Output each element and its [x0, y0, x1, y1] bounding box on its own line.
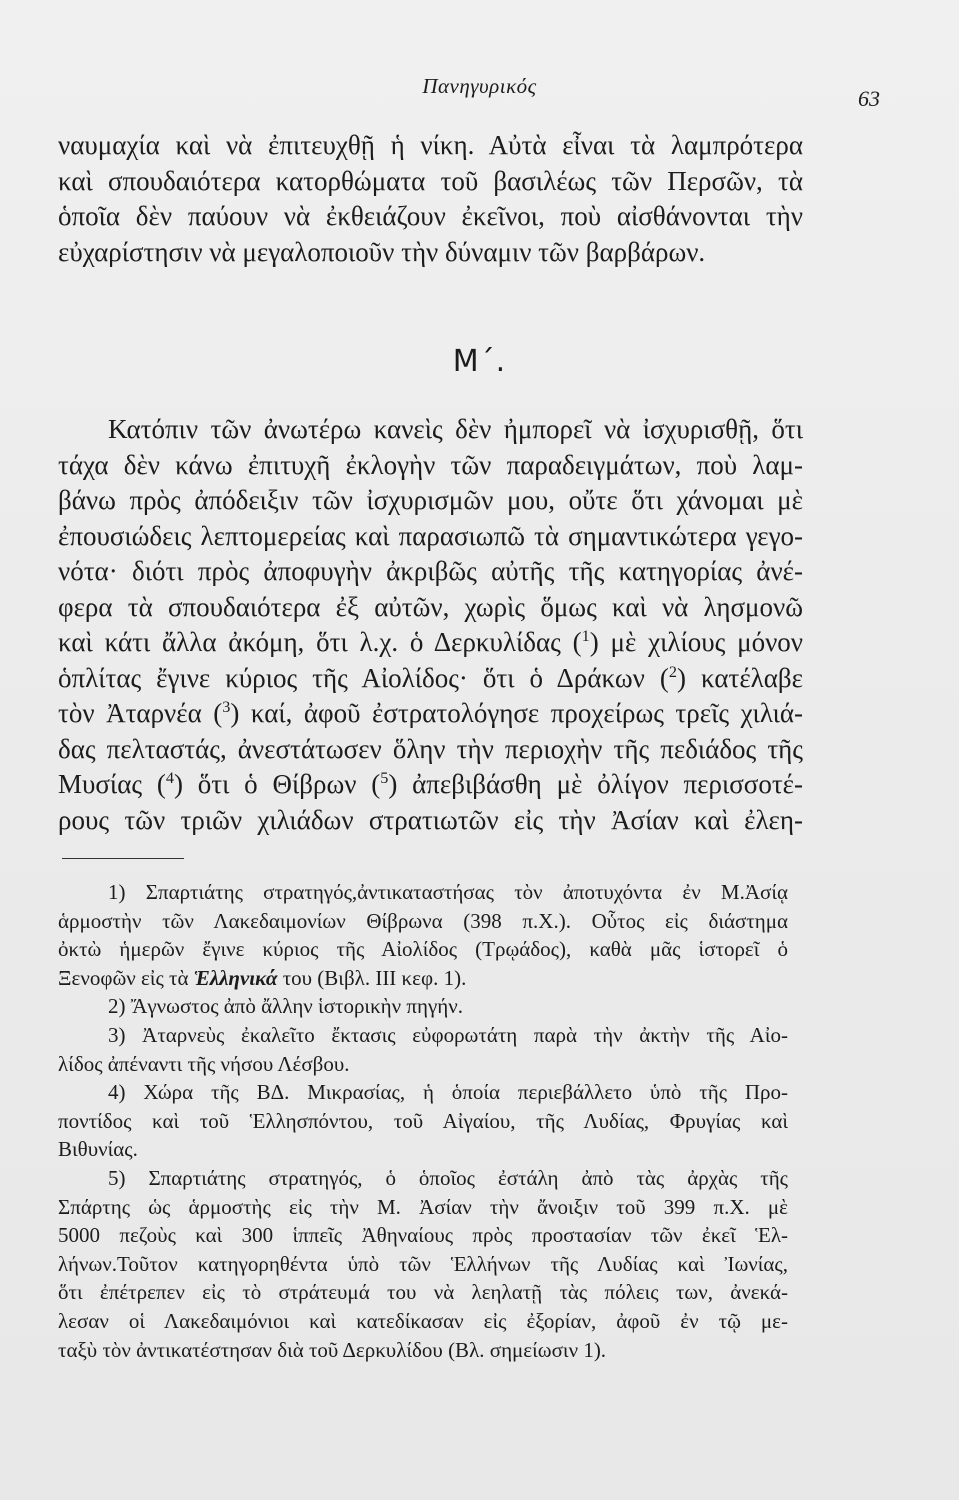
text-segment: Μυσίας ( — [58, 769, 166, 799]
text-segment: Σπαρτιάτης στρατηγός, ὁ ὁποῖος ἐστάλη ἀπὸ τὰς ἀρχὰς τῆς — [148, 1165, 788, 1190]
text-line — [58, 696, 803, 732]
text-line: 5000 πεζοὺς καὶ 300 ἱππεῖς Ἀθηναίους πρὸς προστασίαν τῶν ἐκεῖ Ἑλ- — [58, 1223, 788, 1248]
text-segment: ) καί, ἀφοῦ ἐστρατολόγησε προχείρως τρεῖς χιλιά- — [230, 698, 803, 728]
text-segment: ) ἀπεβιβάσθη μὲ ὀλίγον περισσοτέ- — [388, 769, 803, 799]
text-segment: ) ὅτι ὁ Θίβρων ( — [173, 769, 381, 799]
text-line: ναυμαχία καὶ νὰ ἐπιτευχθῇ ἡ νίκη. Αὐτὰ εἶναι τὰ λαμπρότερα — [58, 130, 803, 160]
text-line: λίδος ἀπέναντι τῆς νήσου Λέσβου. — [58, 1051, 350, 1076]
text-segment: καὶ κάτι ἄλλα ἀκόμη, ὅτι λ.χ. ὁ Δερκυλίδας ( — [58, 627, 582, 657]
footnote-number: 5) — [108, 1165, 126, 1190]
footnote-3 — [58, 1021, 788, 1078]
paragraph-continuation — [58, 128, 803, 270]
text-line: ἐπουσιώδεις λεπτομερείας καὶ παρασιωπῶ τὰ σημαντικώτερα γεγο- — [58, 520, 803, 551]
footnote-ref-1: 1 — [581, 627, 590, 645]
footnote-ref-5: 5 — [380, 769, 389, 787]
footnote-5 — [58, 1164, 788, 1364]
book-title: Ἑλληνικά — [193, 965, 278, 990]
footnotes — [58, 878, 788, 1364]
text-line: νότα· διότι πρὸς ἀποφυγὴν ἀκριβῶς αὐτῆς τῆς κατηγορίας ἀνέ- — [58, 556, 803, 586]
text-line — [58, 1021, 788, 1050]
footnote-rule — [62, 858, 184, 859]
section-heading: Μ΄. — [452, 344, 507, 379]
text-line: εὐχαρίστησιν νὰ μεγαλοποιοῦν τὴν δύναμιν τῶν βαρβάρων. — [58, 236, 706, 267]
page-number: 63 — [858, 86, 880, 111]
paragraph-main — [58, 412, 803, 838]
text-line: ποντίδος καὶ τοῦ Ἑλλησπόντου, τοῦ Αἰγαίου, τῆς Λυδίας, Φρυγίας καὶ — [58, 1108, 788, 1133]
text-segment: Ἄγνωστος ἀπὸ ἄλλην ἱστορικὴν πηγήν. — [130, 994, 463, 1019]
footnote-4 — [58, 1078, 788, 1164]
text-line — [58, 992, 788, 1021]
text-segment: Χώρα τῆς ΒΔ. Μικρασίας, ἡ ὁποία περιεβάλλετο ὑπὸ τῆς Προ- — [143, 1080, 789, 1105]
footnote-1 — [58, 878, 788, 992]
text-line: ὁποῖα δὲν παύουν νὰ ἐκθειάζουν ἐκεῖνοι, ποὺ αἰσθάνονται τὴν — [58, 201, 803, 231]
footnote-number: 1) — [108, 880, 126, 904]
text-segment: του (Βιβλ. ΙΙΙ κεφ. 1). — [277, 965, 467, 990]
text-line — [58, 964, 788, 993]
text-segment: ) μὲ χιλίους μόνον — [589, 627, 803, 657]
footnote-number: 2) — [108, 994, 126, 1019]
footnote-ref-4: 4 — [165, 769, 174, 787]
text-line: καὶ σπουδαιότερα κατορθώματα τοῦ βασιλέως τῶν Περσῶν, τὰ — [58, 165, 803, 196]
text-line: ταξὺ τὸν ἀντικατέστησαν διὰ τοῦ Δερκυλίδου (Βλ. σημείωσιν 1). — [58, 1337, 607, 1362]
text-line: ἁρμοστὴν τῶν Λακεδαιμονίων Θίβρωνα (398 π.Χ.). Οὗτος εἰς διάστημα — [58, 908, 788, 933]
footnote-number: 4) — [108, 1080, 126, 1105]
running-title: Πανηγυρικός — [422, 74, 537, 98]
text-line — [58, 625, 803, 661]
footnote-ref-3: 3 — [222, 698, 231, 716]
text-line: λήνων.Τοῦτον κατηγορηθέντα ὑπὸ τῶν Ἑλλήνων τῆς Λυδίας καὶ Ἰωνίας, — [58, 1251, 788, 1276]
footnote-number: 3) — [108, 1022, 126, 1047]
text-line: ὀκτὼ ἡμερῶν ἔγινε κύριος τῆς Αἰολίδος (Τρῳάδος), καθὰ μᾶς ἱστορεῖ ὁ — [58, 937, 788, 962]
text-line — [58, 767, 803, 803]
text-segment: Σπαρτιάτης στρατηγός,ἀντικαταστήσας τὸν ἀποτυχόντα ἐν Μ.Ἀσίᾳ — [145, 880, 788, 904]
text-line — [58, 878, 788, 907]
text-line: βάνω πρὸς ἀπόδειξιν τῶν ἰσχυρισμῶν μου, οὔτε ὅτι χάνομαι μὲ — [58, 485, 803, 515]
text-line — [58, 661, 803, 697]
text-segment: Ξενοφῶν εἰς τὰ — [58, 965, 194, 990]
text-line: ὅτι ἐπέτρεπεν εἰς τὸ στράτευμά του νὰ λεηλατῇ τὰς πόλεις των, ἀνεκά- — [58, 1280, 788, 1305]
text-line — [58, 1078, 788, 1107]
text-line: ρους τῶν τριῶν χιλιάδων στρατιωτῶν εἰς τὴν Ἀσίαν καὶ ἐλεη- — [58, 804, 803, 835]
text-segment: ὁπλίτας ἔγινε κύριος τῆς Αἰολίδος· ὅτι ὁ Δράκων ( — [58, 662, 669, 693]
text-line: λεσαν οἱ Λακεδαιμόνιοι καὶ κατεδίκασαν εἰς ἐξορίαν, ἀφοῦ ἐν τῷ με- — [58, 1308, 788, 1333]
text-segment: τὸν Ἀταρνέα ( — [58, 698, 223, 728]
text-line: φερα τὰ σπουδαιότερα ἐξ αὐτῶν, χωρὶς ὅμως καὶ νὰ λησμονῶ — [58, 591, 803, 622]
footnote-2 — [58, 992, 788, 1021]
text-line: δας πελταστάς, ἀνεστάτωσεν ὅλην τὴν περιοχὴν τῆς πεδιάδος τῆς — [58, 733, 803, 764]
text-line: τάχα δὲν κάνω ἐπιτυχῆ ἐκλογὴν τῶν παραδειγμάτων, ποὺ λαμ- — [58, 449, 803, 480]
text-segment: ) κατέλαβε — [676, 662, 803, 693]
footnote-ref-2: 2 — [668, 662, 677, 681]
text-line — [58, 1164, 788, 1193]
text-line: Σπάρτης ὡς ἁρμοστὴς εἰς τὴν Μ. Ἀσίαν τὴν ἄνοιξιν τοῦ 399 π.Χ. μὲ — [58, 1194, 788, 1219]
text-line: Βιθυνίας. — [58, 1137, 138, 1162]
text-line: Κατόπιν τῶν ἀνωτέρω κανεὶς δὲν ἠμπορεῖ νὰ ἰσχυρισθῇ, ὅτι — [108, 414, 803, 444]
text-segment: Ἀταρνεὺς ἐκαλεῖτο ἔκτασις εὐφορωτάτη παρὰ τὴν ἀκτὴν τῆς Αἰο- — [142, 1022, 788, 1047]
